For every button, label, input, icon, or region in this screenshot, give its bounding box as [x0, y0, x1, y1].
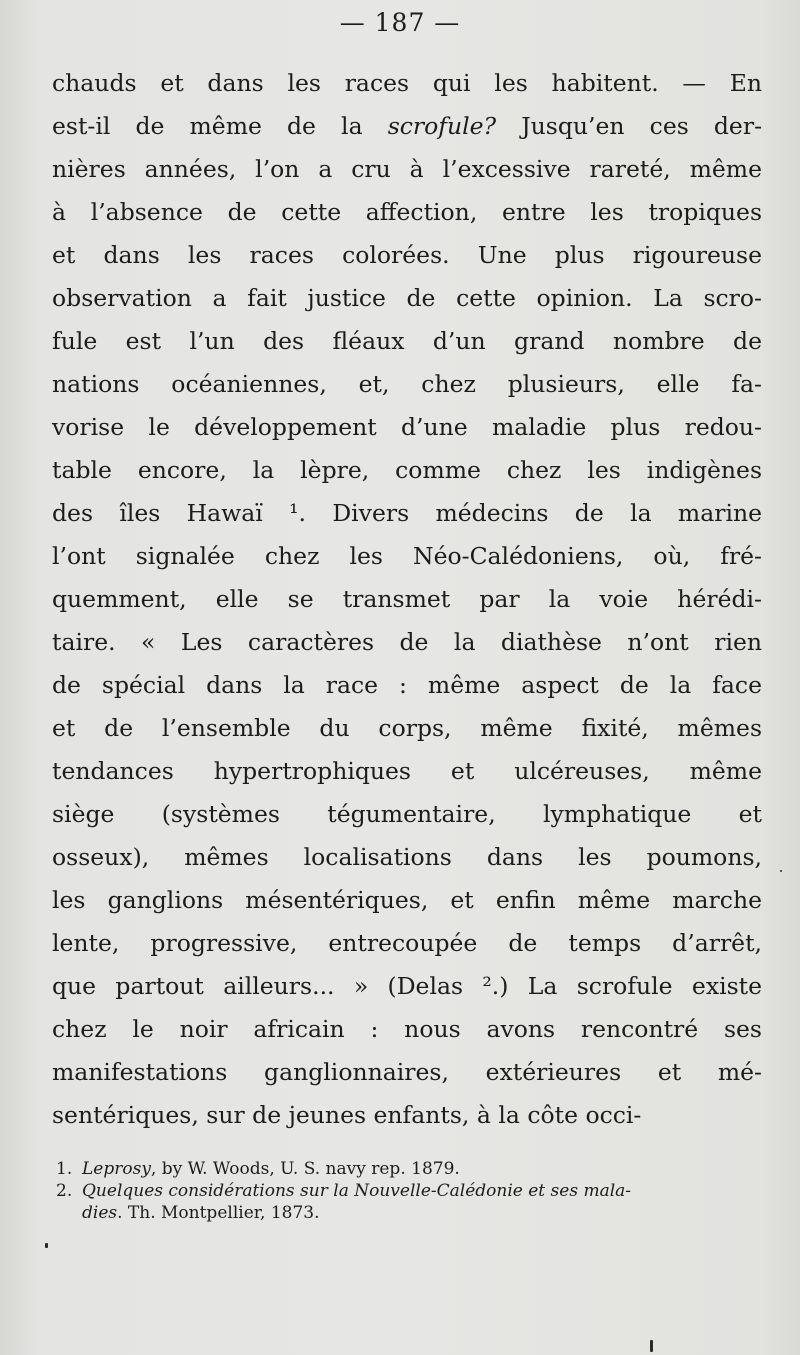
text-line-2-start: est-il de même de la	[52, 112, 388, 140]
page-number: — 187 —	[339, 8, 461, 37]
text-line-2	[52, 105, 762, 148]
text-line-17: tendances hypertrophiques et ulcéreuses, même	[52, 757, 762, 785]
text-line-9: vorise le développement d’une maladie plus redou-	[52, 413, 762, 441]
text-line-10: table encore, la lèpre, comme chez les indigènes	[52, 456, 762, 484]
footnote-text: . Th. Montpellier, 1873.	[117, 1203, 320, 1223]
text-line-20: les ganglions mésentériques, et enfin même marche	[52, 886, 762, 914]
text-line-24: manifestations ganglionnaires, extérieures et mé-	[52, 1058, 762, 1086]
text-line-23: chez le noir africain : nous avons rencontré ses	[52, 1015, 762, 1043]
body-text	[52, 62, 762, 1137]
footnote-2	[52, 1180, 762, 1202]
footnote-2-continued	[52, 1202, 762, 1224]
text-line-22: que partout ailleurs... » (Delas ².) La scrofule existe	[52, 972, 762, 1000]
text-line-25: sentériques, sur de jeunes enfants, à la côte occi-	[52, 1101, 642, 1129]
footnote-title: Leprosy	[82, 1159, 151, 1179]
text-line-3: nières années, l’on a cru à l’excessive rareté, même	[52, 155, 762, 183]
text-line-14: taire. « Les caractères de la diathèse n’ont rien	[52, 628, 762, 656]
text-line-12: l’ont signalée chez les Néo-Calédoniens, où, fré-	[52, 542, 762, 570]
text-line-2-end: Jusqu’en ces der-	[496, 112, 763, 140]
footnote-number: 2.	[56, 1181, 73, 1201]
italic-term-scrofule: scrofule?	[387, 112, 497, 140]
footnotes	[52, 1158, 762, 1224]
text-line-16: et de l’ensemble du corps, même fixité, mêmes	[52, 714, 762, 742]
text-line-7: fule est l’un des fléaux d’un grand nombre de	[52, 327, 762, 355]
print-speck	[780, 870, 782, 872]
print-speck	[650, 1340, 653, 1352]
footnote-number: 1.	[56, 1159, 73, 1179]
text-line-1: chauds et dans les races qui les habitent. — En	[52, 69, 762, 97]
text-line-15: de spécial dans la race : même aspect de la face	[52, 671, 762, 699]
text-line-8: nations océaniennes, et, chez plusieurs, elle fa-	[52, 370, 762, 398]
text-line-11: des îles Hawaï ¹. Divers médecins de la marine	[52, 499, 762, 527]
text-line-4: à l’absence de cette affection, entre les tropiques	[52, 198, 762, 226]
print-speck	[45, 1243, 48, 1248]
text-line-6: observation a fait justice de cette opinion. La scro-	[52, 284, 762, 312]
text-line-13: quemment, elle se transmet par la voie hérédi-	[52, 585, 762, 613]
footnote-title: Quelques considérations sur la Nouvelle-Calédonie et ses mala-	[82, 1181, 632, 1201]
footnote-text: , by W. Woods, U. S. navy rep. 1879.	[150, 1159, 460, 1179]
footnote-1	[52, 1158, 762, 1180]
footnote-title: dies	[82, 1203, 118, 1223]
text-line-19: osseux), mêmes localisations dans les poumons,	[52, 843, 762, 871]
text-line-18: siège (systèmes tégumentaire, lymphatique et	[52, 800, 762, 828]
text-line-5: et dans les races colorées. Une plus rigoureuse	[52, 241, 762, 269]
text-line-21: lente, progressive, entrecoupée de temps d’arrêt,	[52, 929, 762, 957]
